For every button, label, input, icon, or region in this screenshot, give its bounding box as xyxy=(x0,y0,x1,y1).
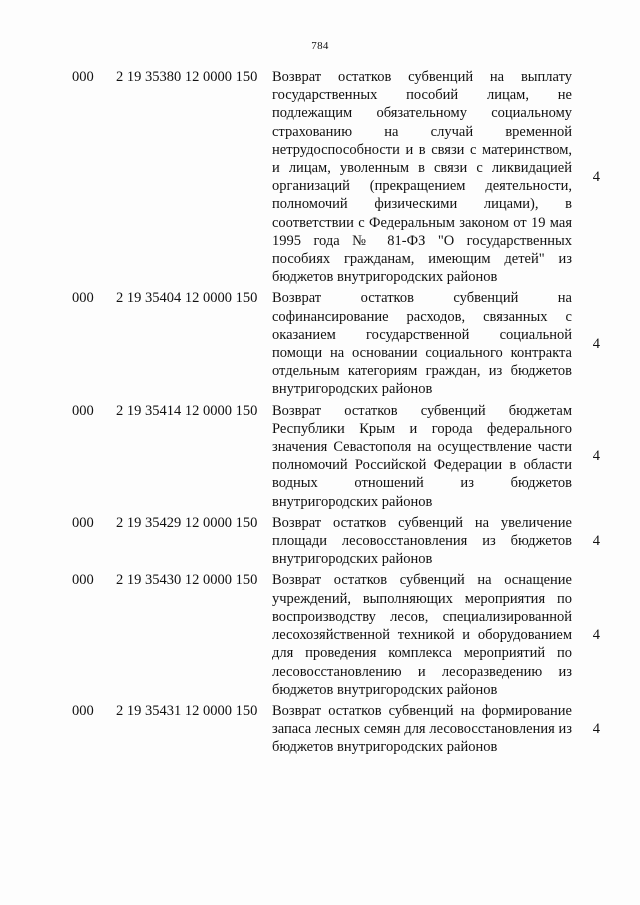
table-row xyxy=(72,402,608,511)
page-number: 784 xyxy=(311,40,329,52)
budget-classification-code: 2 19 35431 12 0000 150 xyxy=(116,702,258,719)
revenue-name: Возврат остатков субвенций на увеличение площади лесовосстановления из бюджетов внутригородских районов xyxy=(272,514,572,568)
budget-classification-code: 2 19 35430 12 0000 150 xyxy=(116,572,258,589)
admin-code: 000 xyxy=(72,702,94,719)
table-row xyxy=(72,571,608,698)
budget-level: 4 xyxy=(592,169,600,186)
table-row xyxy=(72,289,608,398)
budget-classification-code: 2 19 35404 12 0000 150 xyxy=(116,290,258,307)
budget-level: 4 xyxy=(592,448,600,465)
budget-classification-code: 2 19 35380 12 0000 150 xyxy=(116,69,258,85)
table-row xyxy=(72,68,608,286)
table-row xyxy=(72,702,608,757)
revenue-name: Возврат остатков субвенций бюджетам Республики Крым и города федерального значения Севастополя на осуществление части полномочий Российской Федерации в области водных отношений из бюджетов внутригородских районов xyxy=(272,402,572,510)
budget-classification-code: 2 19 35414 12 0000 150 xyxy=(116,402,258,419)
revenue-name: Возврат остатков субвенций на выплату государственных пособий лицам, не подлежащим обязательному социальному страхованию на случай временной нетрудоспособности и в связи с материнством, и лицам, уволенным в связи с ликвидацией организаций (прекращением деятельности, полномочий физическими лицами), в соответствии с Федеральным законом от 19 мая 1995 года № 81-ФЗ "О государственных пособиях гражданам, имеющим детей" из бюджетов внутригородских районов xyxy=(272,69,572,286)
admin-code: 000 xyxy=(72,402,94,419)
table-row xyxy=(72,514,608,569)
admin-code: 000 xyxy=(72,290,94,307)
budget-level: 4 xyxy=(592,335,600,352)
budget-level: 4 xyxy=(592,627,600,644)
admin-code: 000 xyxy=(72,514,94,531)
admin-code: 000 xyxy=(72,69,94,85)
budget-code-table xyxy=(72,68,608,760)
budget-level: 4 xyxy=(592,721,600,738)
revenue-name: Возврат остатков субвенций на формирование запаса лесных семян для лесовосстановления из бюджетов внутригородских районов xyxy=(272,702,572,756)
budget-level: 4 xyxy=(592,533,600,550)
revenue-name: Возврат остатков субвенций на софинансирование расходов, связанных с оказанием государственной социальной помощи на основании социального контракта отдельным категориям граждан, из бюджетов внутригородских районов xyxy=(272,290,572,398)
budget-classification-code: 2 19 35429 12 0000 150 xyxy=(116,514,258,531)
revenue-name: Возврат остатков субвенций на оснащение учреждений, выполняющих мероприятия по воспроизводству лесов, специализированной лесохозяйственной техникой и оборудованием для проведения комплекса мероприятий по лесовосстановлению и лесоразведению из бюджетов внутригородских районов xyxy=(272,572,572,698)
admin-code: 000 xyxy=(72,572,94,589)
